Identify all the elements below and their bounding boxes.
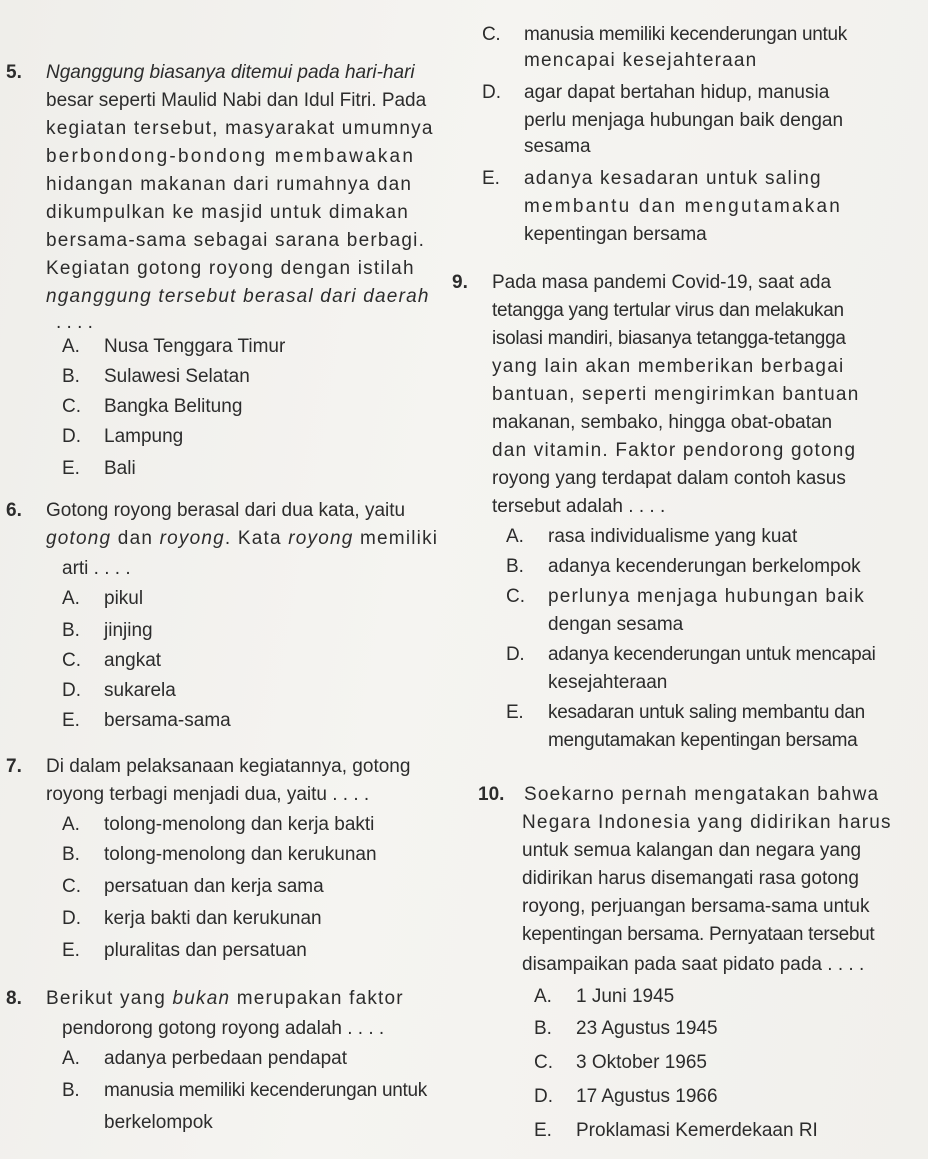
- option-a[interactable]: A. rasa individualisme yang kuat: [506, 526, 798, 547]
- option-c[interactable]: C. persatuan dan kerja sama: [62, 876, 324, 897]
- option-a[interactable]: A. Nusa Tenggara Timur: [62, 336, 286, 357]
- question-5-line-4: berbondong-bondong membawakan: [46, 146, 416, 167]
- option-a[interactable]: A. tolong-menolong dan kerja bakti: [62, 814, 375, 835]
- question-8-line-1: 8. Berikut yang bukan merupakan faktor: [6, 988, 404, 1009]
- option-a[interactable]: A. 1 Juni 1945: [534, 986, 675, 1007]
- question-number: 10.: [478, 784, 505, 805]
- option-b[interactable]: B. 23 Agustus 1945: [534, 1018, 718, 1039]
- question-10-line-5: royong, perjuangan bersama-sama untuk: [522, 896, 870, 917]
- option-b[interactable]: B. tolong-menolong dan kerukunan: [62, 844, 377, 865]
- question-5-line-2: besar seperti Maulid Nabi dan Idul Fitri. Pada: [46, 90, 427, 111]
- option-d[interactable]: D. Lampung: [62, 426, 184, 447]
- question-10-line-6: kepentingan bersama. Pernyataan tersebut: [522, 924, 875, 945]
- option-d[interactable]: D. sukarela: [62, 680, 176, 701]
- question-6-line-2: gotong dan royong. Kata royong memiliki: [46, 528, 439, 549]
- option-d[interactable]: D. 17 Agustus 1966: [534, 1086, 718, 1107]
- question-5-line-10: . . . .: [56, 312, 93, 333]
- question-7-line-2: royong terbagi menjadi dua, yaitu . . . .: [46, 784, 370, 805]
- option-e-continuation: mengutamakan kepentingan bersama: [548, 730, 858, 751]
- question-5-line-6: dikumpulkan ke masjid untuk dimakan: [46, 202, 410, 223]
- question-5-line-7: bersama-sama sebagai sarana berbagi.: [46, 230, 426, 251]
- question-10-line-1: 10. Soekarno pernah mengatakan bahwa: [478, 784, 880, 805]
- option-e-continuation-2: kepentingan bersama: [524, 224, 707, 245]
- question-9-line-2: tetangga yang tertular virus dan melakukan: [492, 300, 844, 321]
- question-10-line-3: untuk semua kalangan dan negara yang: [522, 840, 862, 861]
- question-9-line-5: bantuan, seperti mengirimkan bantuan: [492, 384, 860, 405]
- option-d-continuation-1: perlu menjaga hubungan baik dengan: [524, 110, 844, 131]
- option-b[interactable]: B. jinjing: [62, 620, 153, 641]
- question-5-line-8: Kegiatan gotong royong dengan istilah: [46, 258, 415, 279]
- option-c-continuation: mencapai kesejahteraan: [524, 50, 758, 71]
- question-9-line-1: 9. Pada masa pandemi Covid-19, saat ada: [452, 272, 832, 293]
- option-a[interactable]: A. adanya perbedaan pendapat: [62, 1048, 348, 1069]
- question-6-line-3: arti . . . .: [62, 558, 131, 579]
- option-e[interactable]: E. kesadaran untuk saling membantu dan: [506, 702, 865, 723]
- option-c[interactable]: C. 3 Oktober 1965: [534, 1052, 707, 1073]
- option-b[interactable]: B. manusia memiliki kecenderungan untuk: [62, 1080, 427, 1101]
- option-e[interactable]: E. Proklamasi Kemerdekaan RI: [534, 1120, 818, 1141]
- question-5-line-3: kegiatan tersebut, masyarakat umumnya: [46, 118, 434, 139]
- option-c[interactable]: C. Bangka Belitung: [62, 396, 243, 417]
- question-9-line-3: isolasi mandiri, biasanya tetangga-tetangga: [492, 328, 846, 349]
- question-10-line-2: Negara Indonesia yang didirikan harus: [522, 812, 892, 833]
- question-number: 8.: [6, 988, 22, 1009]
- question-number: 5.: [6, 62, 22, 83]
- option-d[interactable]: D. agar dapat bertahan hidup, manusia: [482, 82, 830, 103]
- option-c[interactable]: C. perlunya menjaga hubungan baik: [506, 586, 865, 607]
- option-d[interactable]: D. kerja bakti dan kerukunan: [62, 908, 322, 929]
- option-a[interactable]: A. pikul: [62, 588, 144, 609]
- option-c[interactable]: C. angkat: [62, 650, 162, 671]
- question-6-line-1: 6. Gotong royong berasal dari dua kata, yaitu: [6, 500, 406, 521]
- question-9-line-4: yang lain akan memberikan berbagai: [492, 356, 845, 377]
- question-5-line-9: nganggung tersebut berasal dari daerah: [46, 286, 430, 307]
- option-c[interactable]: C. manusia memiliki kecenderungan untuk: [482, 24, 847, 45]
- question-9-line-9: tersebut adalah . . . .: [492, 496, 666, 517]
- question-8-line-2: pendorong gotong royong adalah . . . .: [62, 1018, 385, 1039]
- question-5-line-1: 5. Nganggung biasanya ditemui pada hari-hari: [6, 62, 415, 83]
- question-number: 9.: [452, 272, 468, 293]
- option-e[interactable]: E. bersama-sama: [62, 710, 231, 731]
- question-9-line-8: royong yang terdapat dalam contoh kasus: [492, 468, 846, 489]
- option-d[interactable]: D. adanya kecenderungan untuk mencapai: [506, 644, 876, 665]
- question-number: 6.: [6, 500, 22, 521]
- question-5-line-5: hidangan makanan dari rumahnya dan: [46, 174, 413, 195]
- option-e-continuation-1: membantu dan mengutamakan: [524, 196, 842, 217]
- question-10-line-7: disampaikan pada saat pidato pada . . . .: [522, 954, 865, 975]
- option-d-continuation-2: sesama: [524, 136, 591, 157]
- option-d-continuation: kesejahteraan: [548, 672, 668, 693]
- option-c-continuation: dengan sesama: [548, 614, 684, 635]
- option-e[interactable]: E. adanya kesadaran untuk saling: [482, 168, 822, 189]
- option-b[interactable]: B. Sulawesi Selatan: [62, 366, 250, 387]
- question-9-line-7: dan vitamin. Faktor pendorong gotong: [492, 440, 857, 461]
- question-7-line-1: 7. Di dalam pelaksanaan kegiatannya, gotong: [6, 756, 411, 777]
- option-b-continuation: berkelompok: [104, 1112, 213, 1133]
- question-10-line-4: didirikan harus disemangati rasa gotong: [522, 868, 859, 889]
- option-e[interactable]: E. Bali: [62, 458, 136, 479]
- question-number: 7.: [6, 756, 22, 777]
- question-9-line-6: makanan, sembako, hingga obat-obatan: [492, 412, 833, 433]
- option-e[interactable]: E. pluralitas dan persatuan: [62, 940, 307, 961]
- option-b[interactable]: B. adanya kecenderungan berkelompok: [506, 556, 861, 577]
